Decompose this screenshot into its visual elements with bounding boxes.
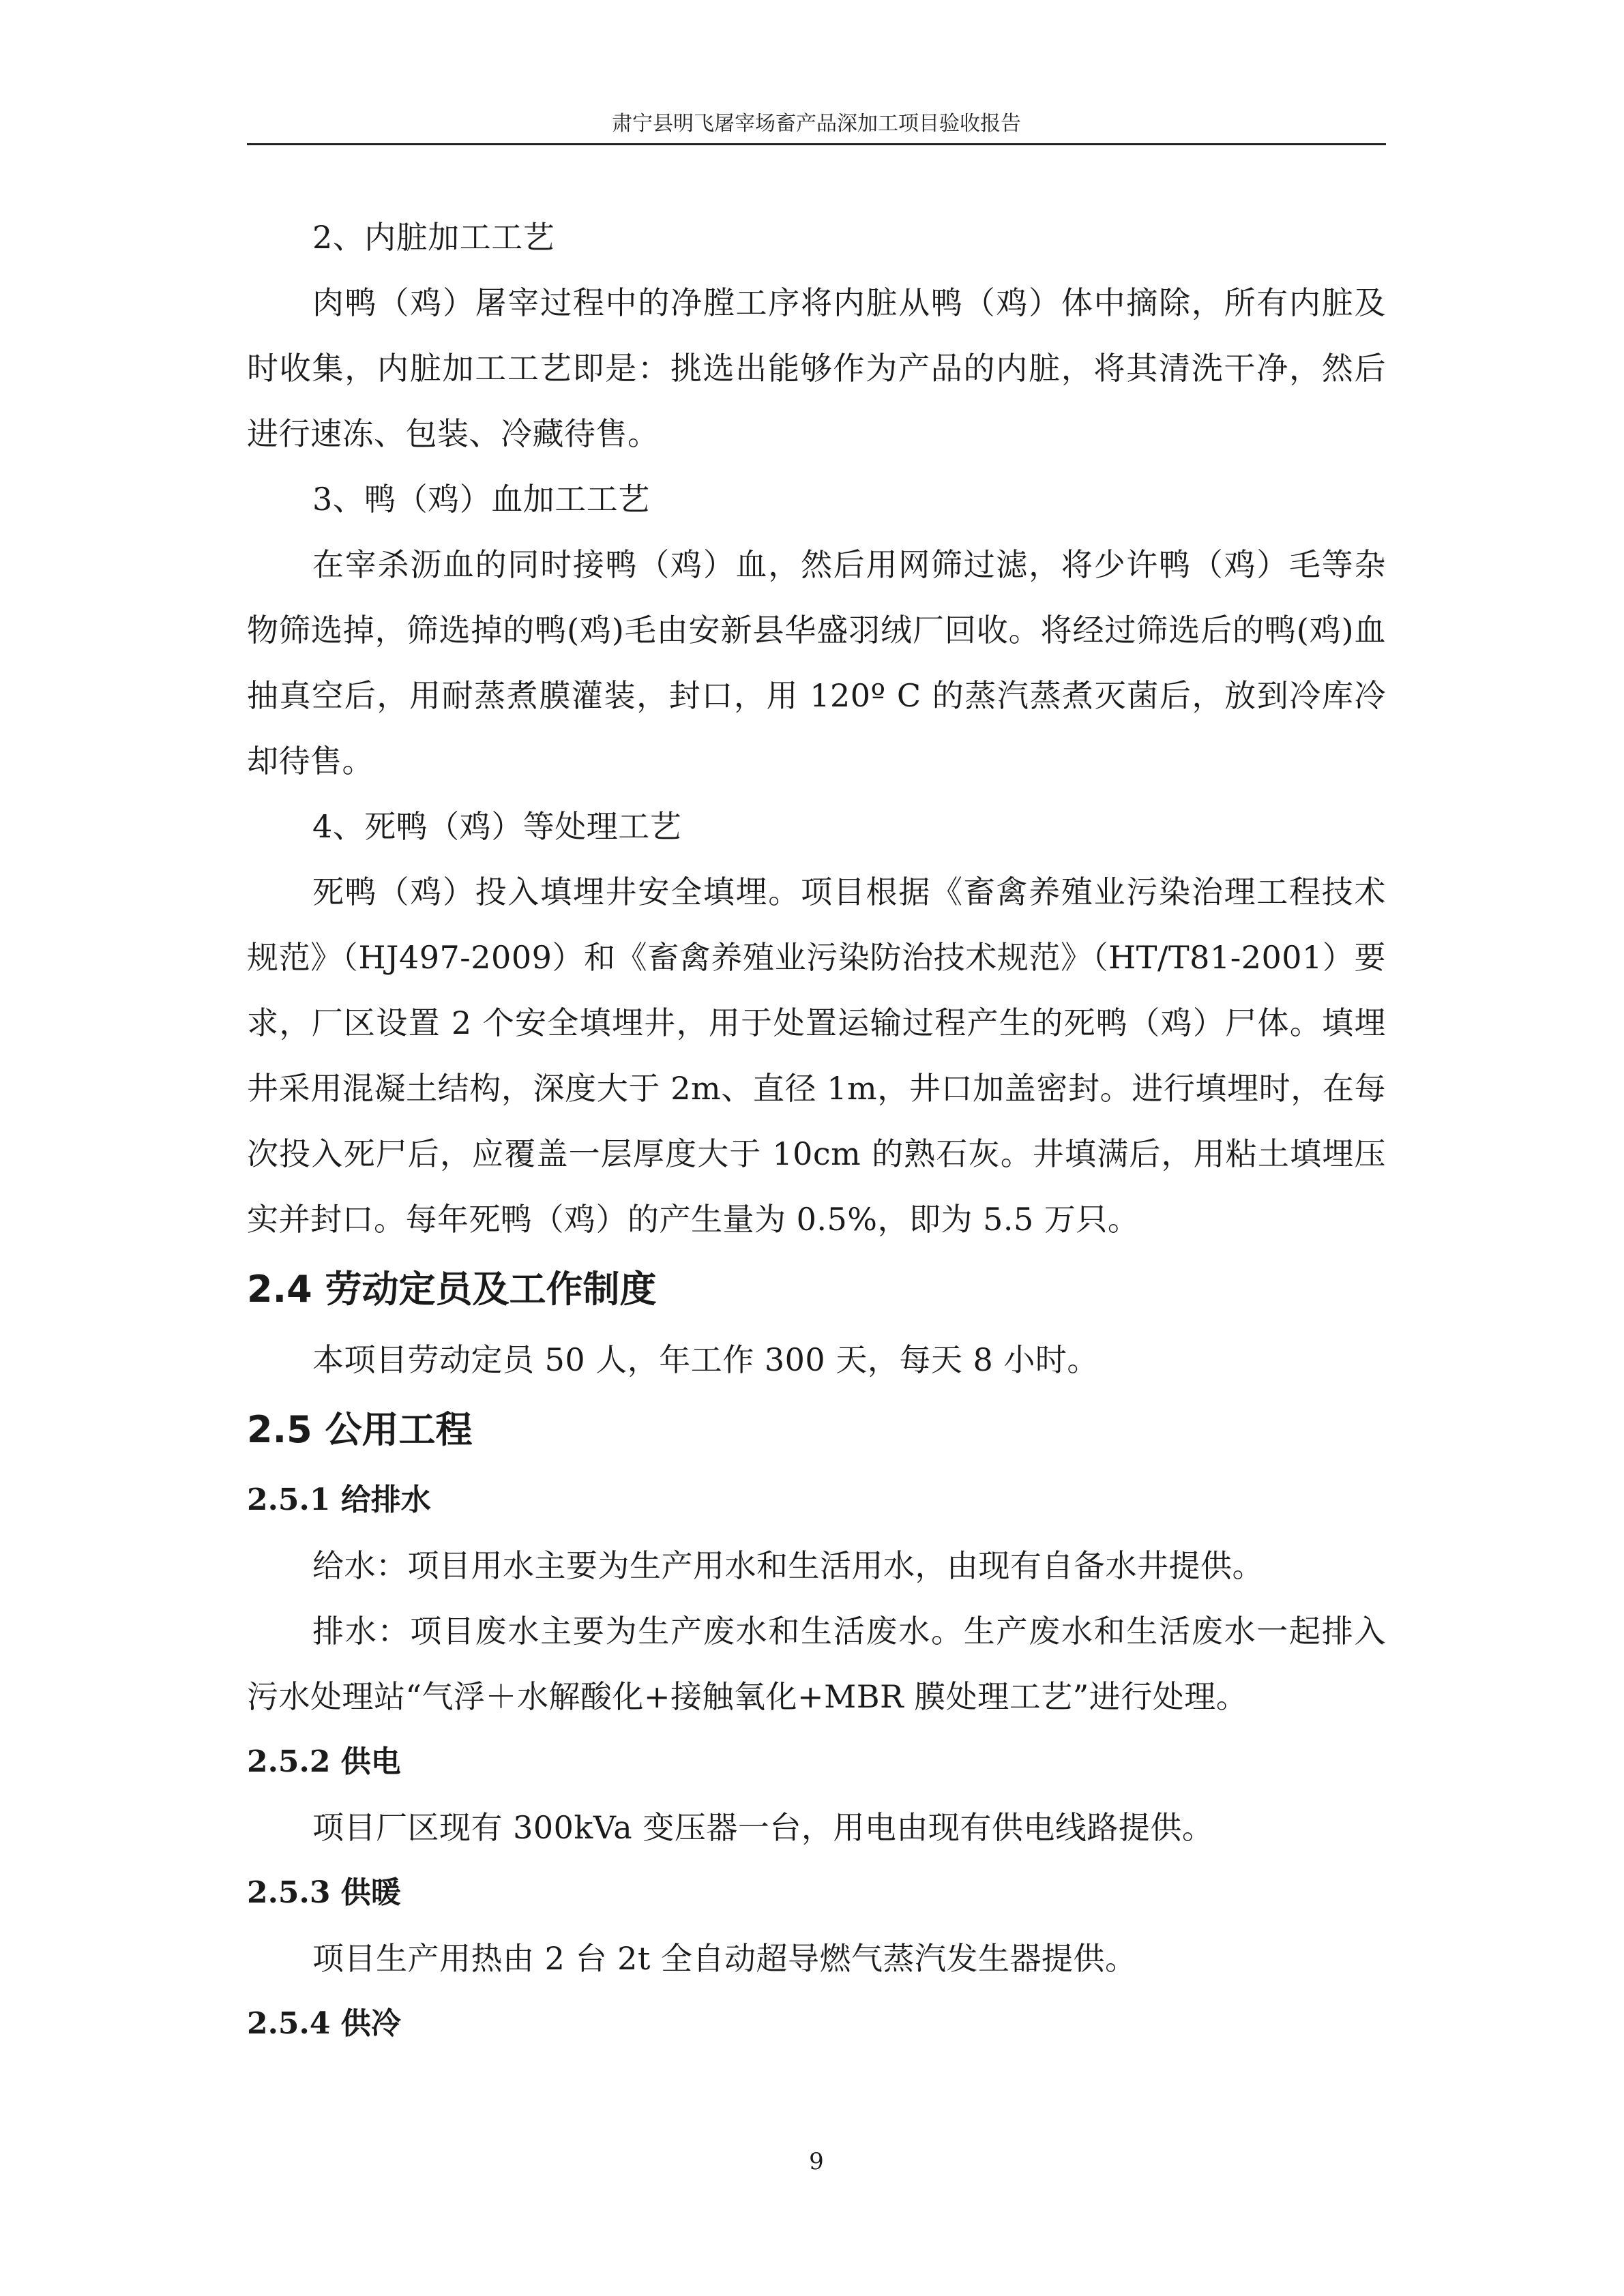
subsection-heading-2-5-3: 2.5.3 供暖 xyxy=(247,1875,401,1910)
paragraph-water-supply: 给水：项目用水主要为生产用水和生活用水，由现有自备水井提供。 xyxy=(312,1547,1264,1584)
subsection-heading-2-5-4: 2.5.4 供冷 xyxy=(247,2006,401,2041)
body-text xyxy=(247,205,1386,2057)
subheading-viscera-process: 2、内脏加工工艺 xyxy=(312,219,555,256)
paragraph-dead-birds-process: 死鸭（鸡）投入填埋井安全填埋。项目根据《畜禽养殖业污染治理工程技术规范》（HJ497-2009）和《畜禽养殖业污染防治技术规范》（HT/T81-2001）要求，厂区设置 2 个安全填埋井，用于处置运输过程产生的死鸭（鸡）尸体。填埋井采用混凝土结构，深度大于 2m、直径 1m，井口加盖密封。进行填埋时，在每次投入死尸后，应覆盖一层厚度大于 10cm 的熟石灰。井填满后，用粘土填埋压实并封口。每年死鸭（鸡）的产生量为 0.5%，即为 5.5 万只。 xyxy=(247,874,1386,1238)
subheading-dead-birds-process: 4、死鸭（鸡）等处理工艺 xyxy=(312,808,682,845)
page-number: 9 xyxy=(809,2148,824,2175)
paragraph-drainage: 排水：项目废水主要为生产废水和生活废水。生产废水和生活废水一起排入污水处理站“气浮＋水解酸化+接触氧化+MBR 膜处理工艺”进行处理。 xyxy=(247,1613,1386,1715)
section-heading-2-5: 2.5 公用工程 xyxy=(247,1408,473,1451)
subheading-blood-process: 3、鸭（鸡）血加工工艺 xyxy=(312,481,650,518)
subsection-heading-2-5-1: 2.5.1 给排水 xyxy=(247,1482,431,1517)
paragraph-heating: 项目生产用热由 2 台 2t 全自动超导燃气蒸汽发生器提供。 xyxy=(312,1940,1137,1977)
header-rule xyxy=(247,143,1386,145)
subsection-heading-2-5-2: 2.5.2 供电 xyxy=(247,1744,401,1779)
paragraph-blood-process: 在宰杀沥血的同时接鸭（鸡）血，然后用网筛过滤，将少许鸭（鸡）毛等杂物筛选掉，筛选掉的鸭(鸡)毛由安新县华盛羽绒厂回收。将经过筛选后的鸭(鸡)血抽真空后，用耐蒸煮膜灌装，封口，用 120º C 的蒸汽蒸煮灭菌后，放到冷库冷却待售。 xyxy=(247,546,1386,779)
running-header: 肃宁县明飞屠宰场畜产品深加工项目验收报告 xyxy=(612,112,1021,136)
paragraph-viscera-process: 肉鸭（鸡）屠宰过程中的净膛工序将内脏从鸭（鸡）体中摘除，所有内脏及时收集，内脏加工工艺即是：挑选出能够作为产品的内脏，将其清洗干净，然后进行速冻、包装、冷藏待售。 xyxy=(247,284,1386,452)
section-heading-2-4: 2.4 劳动定员及工作制度 xyxy=(247,1268,657,1311)
paragraph-power-supply: 项目厂区现有 300kVa 变压器一台，用电由现有供电线路提供。 xyxy=(312,1809,1214,1846)
paragraph-staffing: 本项目劳动定员 50 人，年工作 300 天，每天 8 小时。 xyxy=(312,1341,1099,1378)
